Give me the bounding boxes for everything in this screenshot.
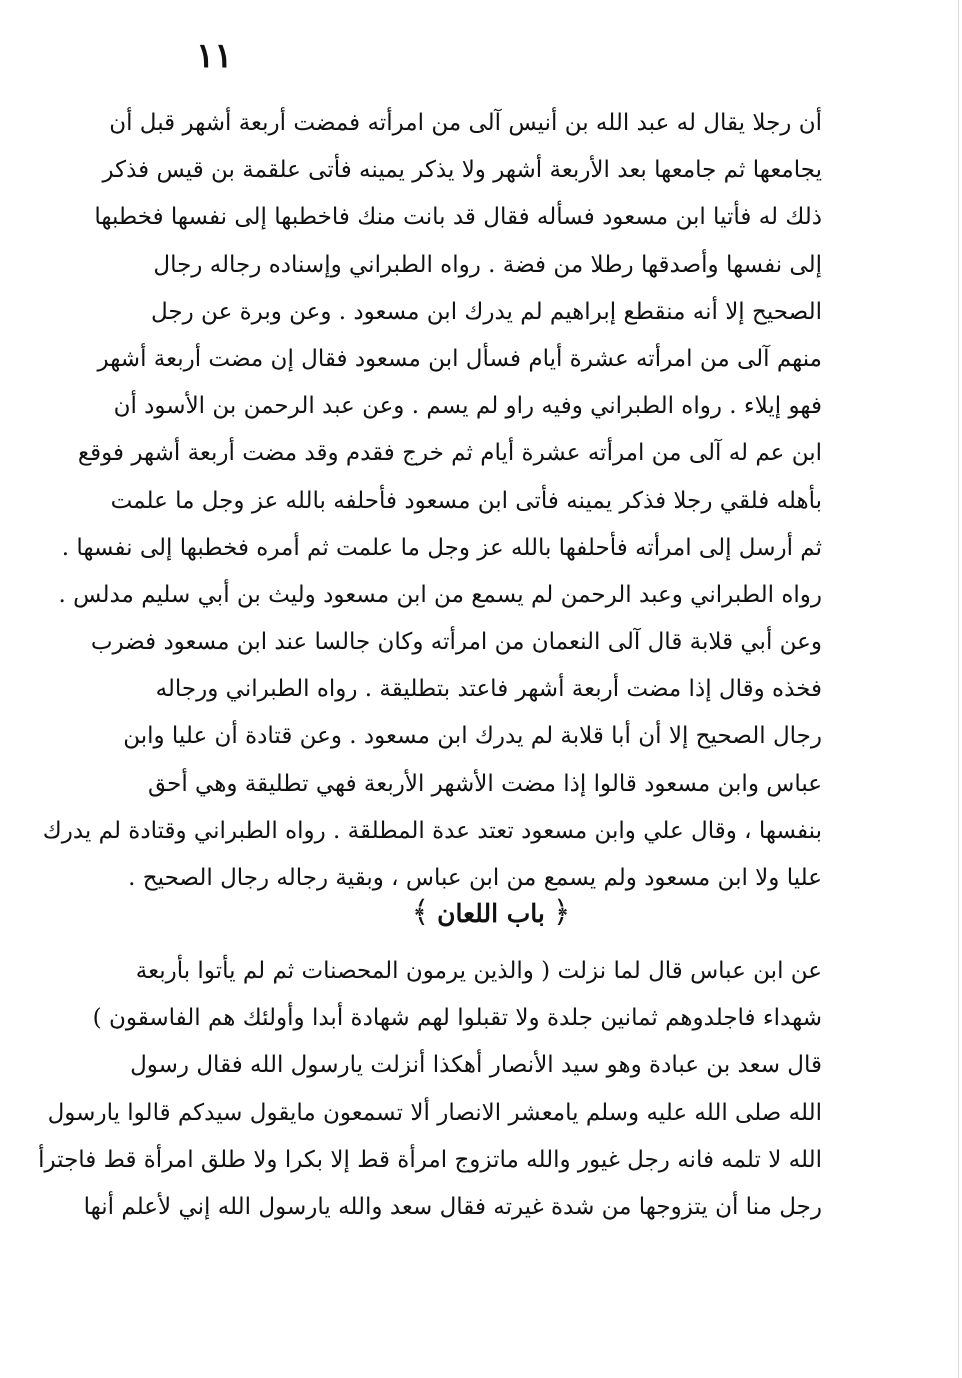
- text-line: شهداء فاجلدوهم ثمانين جلدة ولا تقبلوا لهم شهادة أبدا وأولئك هم الفاسقون ): [92, 1005, 822, 1032]
- text-block-lian: [38, 948, 822, 1231]
- text-line: ابن عم له آلى من امرأته عشرة أيام ثم خرج فقدم وقد مضت أربعة أشهر فوقع: [77, 440, 822, 467]
- text-line: رجال الصحيح إلا أن أبا قلابة لم يدرك ابن مسعود . وعن قتادة أن عليا وابن: [123, 723, 822, 750]
- text-line: ثم أرسل إلى امرأته فأحلفها بالله عز وجل ما علمت ثم أمره فخطبها إلى نفسها .: [61, 534, 822, 561]
- page-edge-line: [958, 0, 959, 1378]
- text-line: أن رجلا يقال له عبد الله بن أنيس آلى من امرأته فمضت أربعة أشهر قبل أن: [109, 110, 822, 136]
- text-line: رواه الطبراني وعبد الرحمن لم يسمع من ابن مسعود وليث بن أبي سليم مدلس .: [58, 581, 822, 608]
- text-line: الصحيح إلا أنه منقطع إبراهيم لم يدرك ابن مسعود . وعن وبرة عن رجل: [151, 298, 822, 325]
- text-line: قال سعد بن عبادة وهو سيد الأنصار أهكذا أنزلت يارسول الله فقال رسول: [130, 1052, 822, 1079]
- text-line: رجل منا أن يتزوجها من شدة غيرته فقال سعد والله يارسول الله إني لأعلم أنها: [83, 1193, 822, 1220]
- text-line: الله صلى الله عليه وسلم يامعشر الانصار ألا تسمعون مايقول سيدكم قالوا يارسول: [47, 1099, 822, 1126]
- text-line: الله لا تلمه فانه رجل غيور والله ماتزوج امرأة قط إلا بكرا ولا طلق امرأة قط فاجترأ: [38, 1146, 822, 1173]
- section-title: باب اللعان: [437, 899, 545, 928]
- text-line: وعن أبي قلابة قال آلى النعمان من امرأته وكان جالسا عند ابن مسعود فضرب: [90, 629, 822, 656]
- text-block-ila: [42, 100, 822, 902]
- ornate-bracket-close: ﴾: [411, 895, 430, 930]
- text-line: عباس وابن مسعود قالوا إذا مضت الأشهر الأربعة فهي تطليقة وهي أحق: [147, 770, 822, 797]
- section-heading: [160, 888, 822, 938]
- ornate-bracket-open: ﴿: [552, 895, 571, 930]
- text-line: إلى نفسها وأصدقها رطلا من فضة . رواه الطبراني وإسناده رجاله رجال: [153, 251, 822, 278]
- text-line: بنفسها ، وقال علي وابن مسعود تعتد عدة المطلقة . رواه الطبراني وقتادة لم يدرك: [42, 817, 822, 844]
- text-line: منهم آلى من امرأته عشرة أيام فسأل ابن مسعود فقال إن مضت أربعة أشهر: [97, 345, 822, 372]
- text-line: عليا ولا ابن مسعود ولم يسمع من ابن عباس ، وبقية رجاله رجال الصحيح .: [128, 865, 822, 891]
- page-number: ١١: [196, 36, 233, 76]
- text-line: عن ابن عباس قال لما نزلت ( والذين يرمون المحصنات ثم لم يأتوا بأربعة: [135, 958, 822, 984]
- text-line: يجامعها ثم جامعها بعد الأربعة أشهر ولا يذكر يمينه فأتى علقمة بن قيس فذكر: [102, 157, 822, 184]
- text-line: فخذه وقال إذا مضت أربعة أشهر فاعتد بتطليقة . رواه الطبراني ورجاله: [155, 676, 822, 703]
- text-line: بأهله فلقي رجلا فذكر يمينه فأتى ابن مسعود فأحلفه بالله عز وجل ما علمت: [110, 487, 822, 514]
- text-line: ذلك له فأتيا ابن مسعود فسأله فقال قد بانت منك فاخطبها إلى نفسها فخطبها: [94, 204, 822, 231]
- text-line: فهو إيلاء . رواه الطبراني وفيه راو لم يسم . وعن عبد الرحمن بن الأسود أن: [113, 393, 822, 420]
